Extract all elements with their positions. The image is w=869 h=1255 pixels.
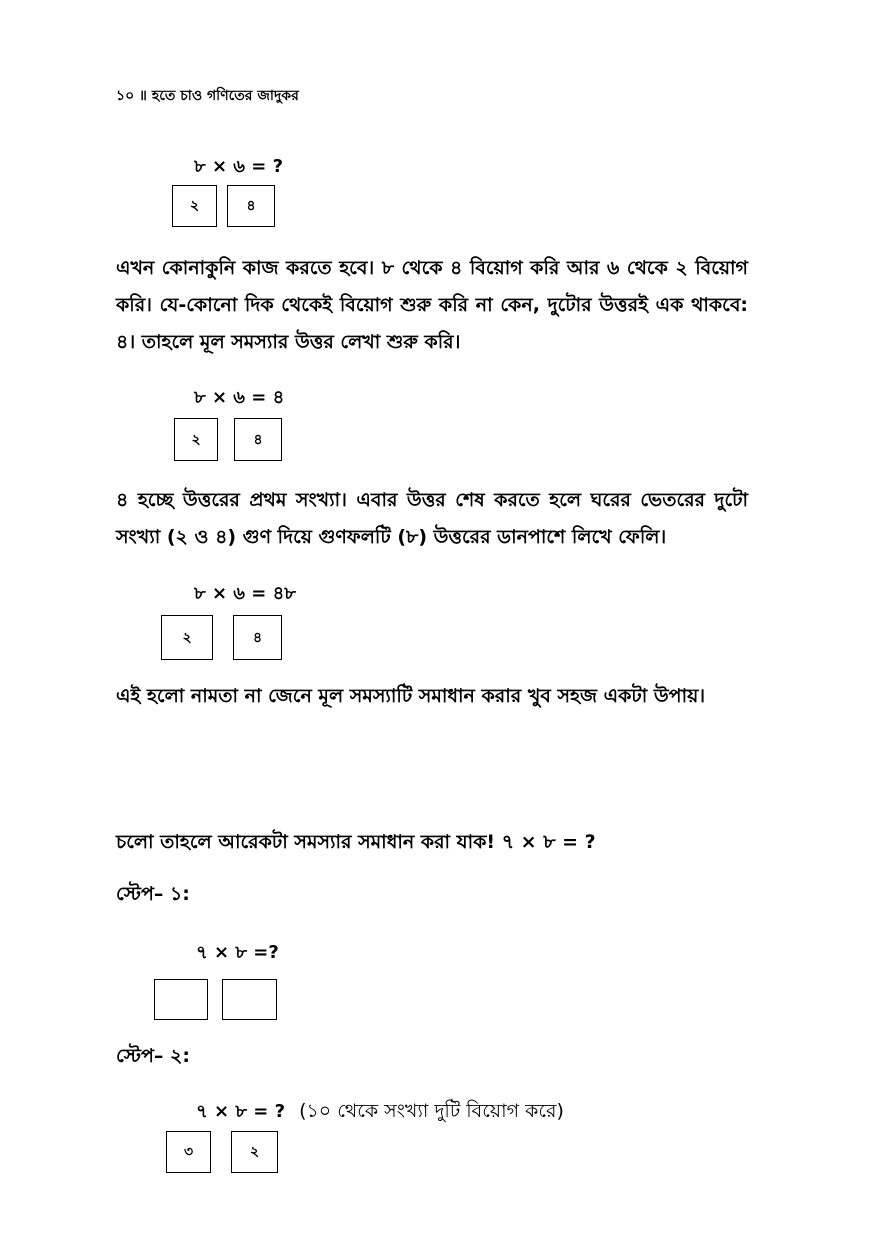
box-left <box>154 979 208 1020</box>
step-1-equation: ৭ × ৮ =? <box>196 942 279 963</box>
step-2-note: (১০ থেকে সংখ্যা দুটি বিয়োগ করে) <box>299 1100 564 1122</box>
equation-1: ৮ × ৬ = ? <box>194 156 284 177</box>
page-header: ১০ ॥ হতে চাও গণিতের জাদুকর <box>116 88 299 104</box>
step-2-equation-main: ৭ × ৮ = ? <box>196 1101 286 1122</box>
paragraph-1: এখন কোনাকুনি কাজ করতে হবে। ৮ থেকে ৪ বিয়োগ করি আর ৬ থেকে ২ বিয়োগ করি। যে-কোনো দিক থেকেই বিয়োগ শুরু করি না কেন, দুটোর উত্তরই এক থাকবে: ৪। তাহলে মূল সমস্যার উত্তর লেখা শুরু করি। <box>116 257 748 353</box>
step-2-label: স্টেপ– ২: <box>116 1045 190 1067</box>
box-right <box>222 979 277 1020</box>
step-2-equation <box>196 1097 564 1129</box>
paragraph-2: ৪ হচ্ছে উত্তরের প্রথম সংখ্যা। এবার উত্তর শেষ করতে হলে ঘরের ভেতরের দুটো সংখ্যা (২ ও ৪) গুণ দিয়ে গুণফলটি (৮) উত্তরের ডানপাশে লিখে ফেলি। <box>116 489 748 548</box>
step-1-label: স্টেপ– ১: <box>116 883 190 905</box>
box-right: ২ <box>231 1131 278 1173</box>
equation-2: ৮ × ৬ = ৪ <box>194 387 285 408</box>
equation-3: ৮ × ৬ = ৪৮ <box>194 583 296 604</box>
box-right: ৪ <box>227 185 275 227</box>
box-right: ৪ <box>233 615 282 660</box>
box-left: ২ <box>174 418 218 461</box>
box-left: ৩ <box>166 1131 211 1173</box>
example-2-intro: চলো তাহলে আরেকটা সমস্যার সমাধান করা যাক! ৭ × ৮ = ? <box>116 831 596 853</box>
box-left: ২ <box>161 615 213 660</box>
box-right: ৪ <box>234 418 282 461</box>
paragraph-3: এই হলো নামতা না জেনে মূল সমস্যাটি সমাধান করার খুব সহজ একটা উপায়। <box>116 685 706 707</box>
box-left: ২ <box>172 185 217 227</box>
